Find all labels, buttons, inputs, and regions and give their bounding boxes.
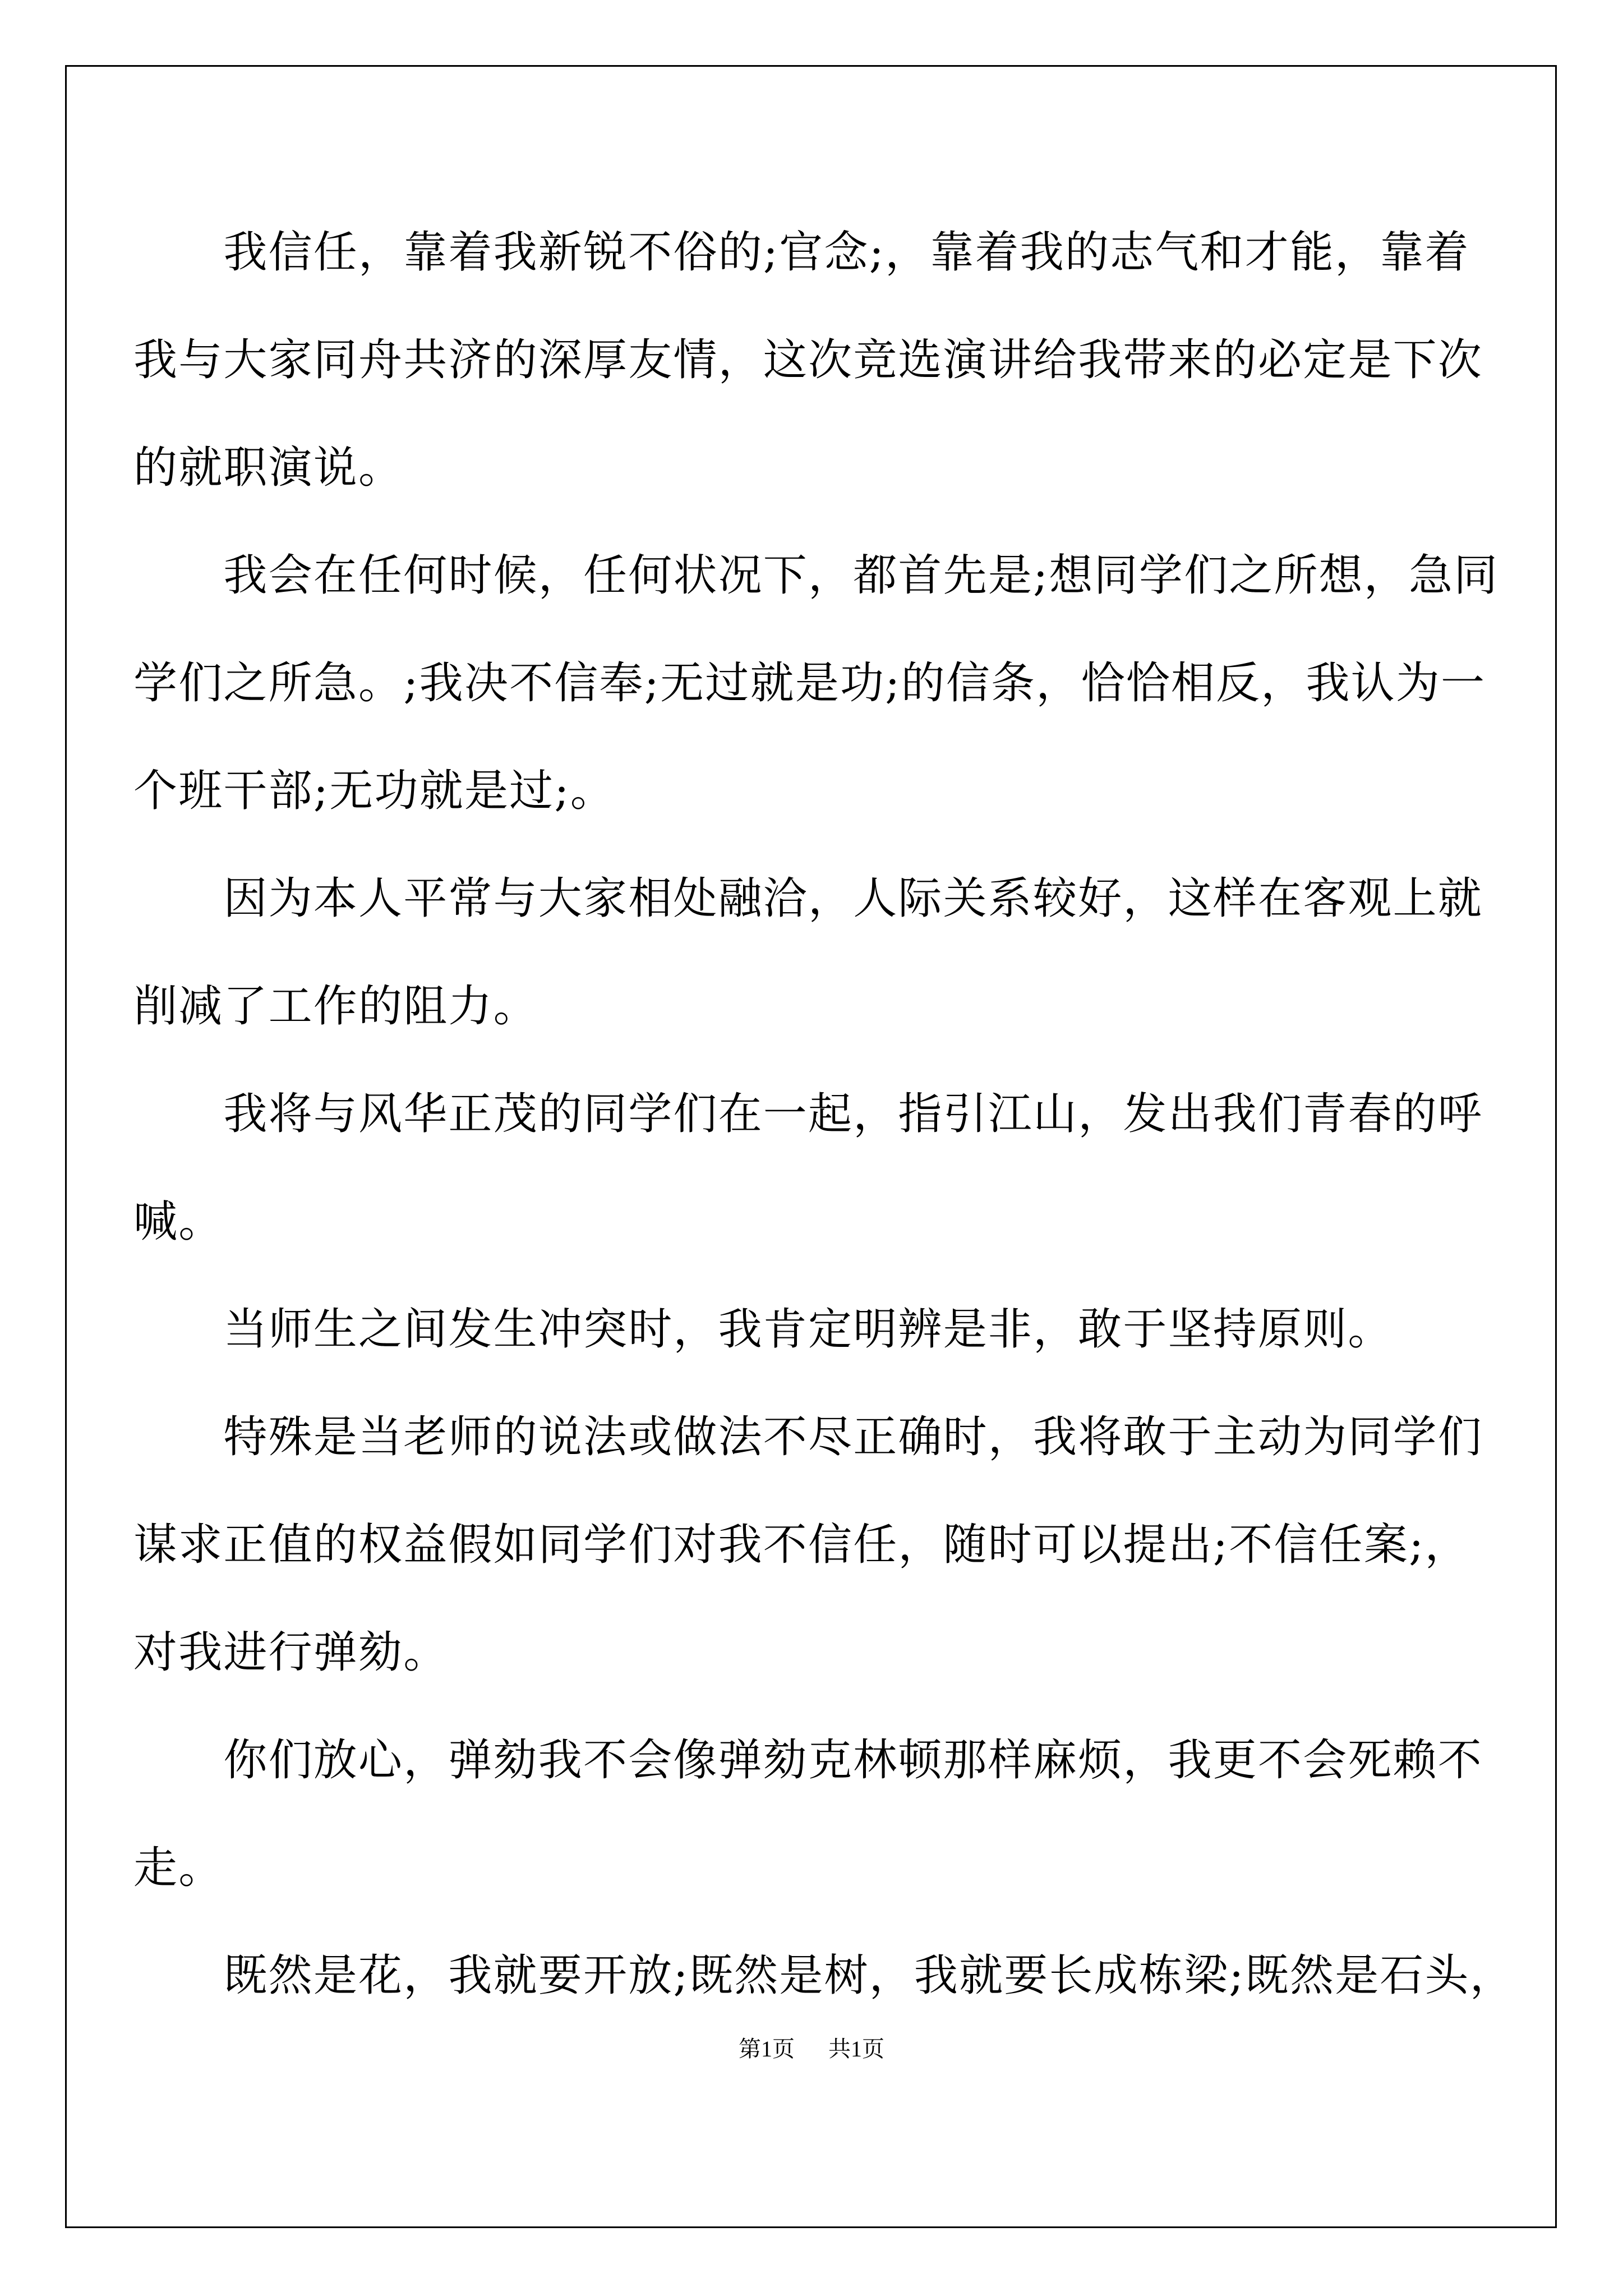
text-line: 学们之所急。;我决不信奉;无过就是功;的信条，恰恰相反，我认为一 bbox=[133, 658, 1486, 708]
text-line: 既然是花，我就要开放;既然是树，我就要长成栋梁;既然是石头， bbox=[133, 1950, 1515, 2001]
text-line: 喊。 bbox=[133, 1197, 224, 1247]
text-line: 当师生之间发生冲突时，我肯定明辨是非，敢于坚持原则。 bbox=[133, 1304, 1393, 1355]
page-border bbox=[65, 65, 1557, 2228]
text-line: 因为本人平常与大家相处融洽，人际关系较好，这样在客观上就 bbox=[133, 873, 1483, 924]
text-line: 你们放心，弹劾我不会像弹劾克林顿那样麻烦，我更不会死赖不 bbox=[133, 1735, 1483, 1786]
page-number: 第1页 bbox=[739, 2036, 795, 2062]
page-total: 共1页 bbox=[828, 2036, 884, 2062]
page-footer bbox=[0, 2035, 1623, 2063]
text-line: 的就职演说。 bbox=[133, 443, 404, 493]
text-line: 我信任，靠着我新锐不俗的;官念;，靠着我的志气和才能，靠着 bbox=[133, 227, 1470, 278]
text-line: 我会在任何时候，任何状况下，都首先是;想同学们之所想，急同 bbox=[133, 550, 1499, 601]
text-line: 谋求正值的权益假如同学们对我不信任，随时可以提出;不信任案;， bbox=[133, 1520, 1470, 1570]
text-line: 我将与风华正茂的同学们在一起，指引江山，发出我们青春的呼 bbox=[133, 1089, 1483, 1139]
text-line: 削减了工作的阻力。 bbox=[133, 981, 538, 1032]
text-line: 我与大家同舟共济的深厚友情，这次竞选演讲给我带来的必定是下次 bbox=[133, 335, 1483, 385]
text-line: 特殊是当老师的说法或做法不尽正确时，我将敢于主动为同学们 bbox=[133, 1412, 1483, 1462]
text-line: 走。 bbox=[133, 1843, 224, 1893]
text-line: 个班干部;无功就是过;。 bbox=[133, 766, 615, 816]
text-line: 对我进行弹劾。 bbox=[133, 1627, 449, 1678]
